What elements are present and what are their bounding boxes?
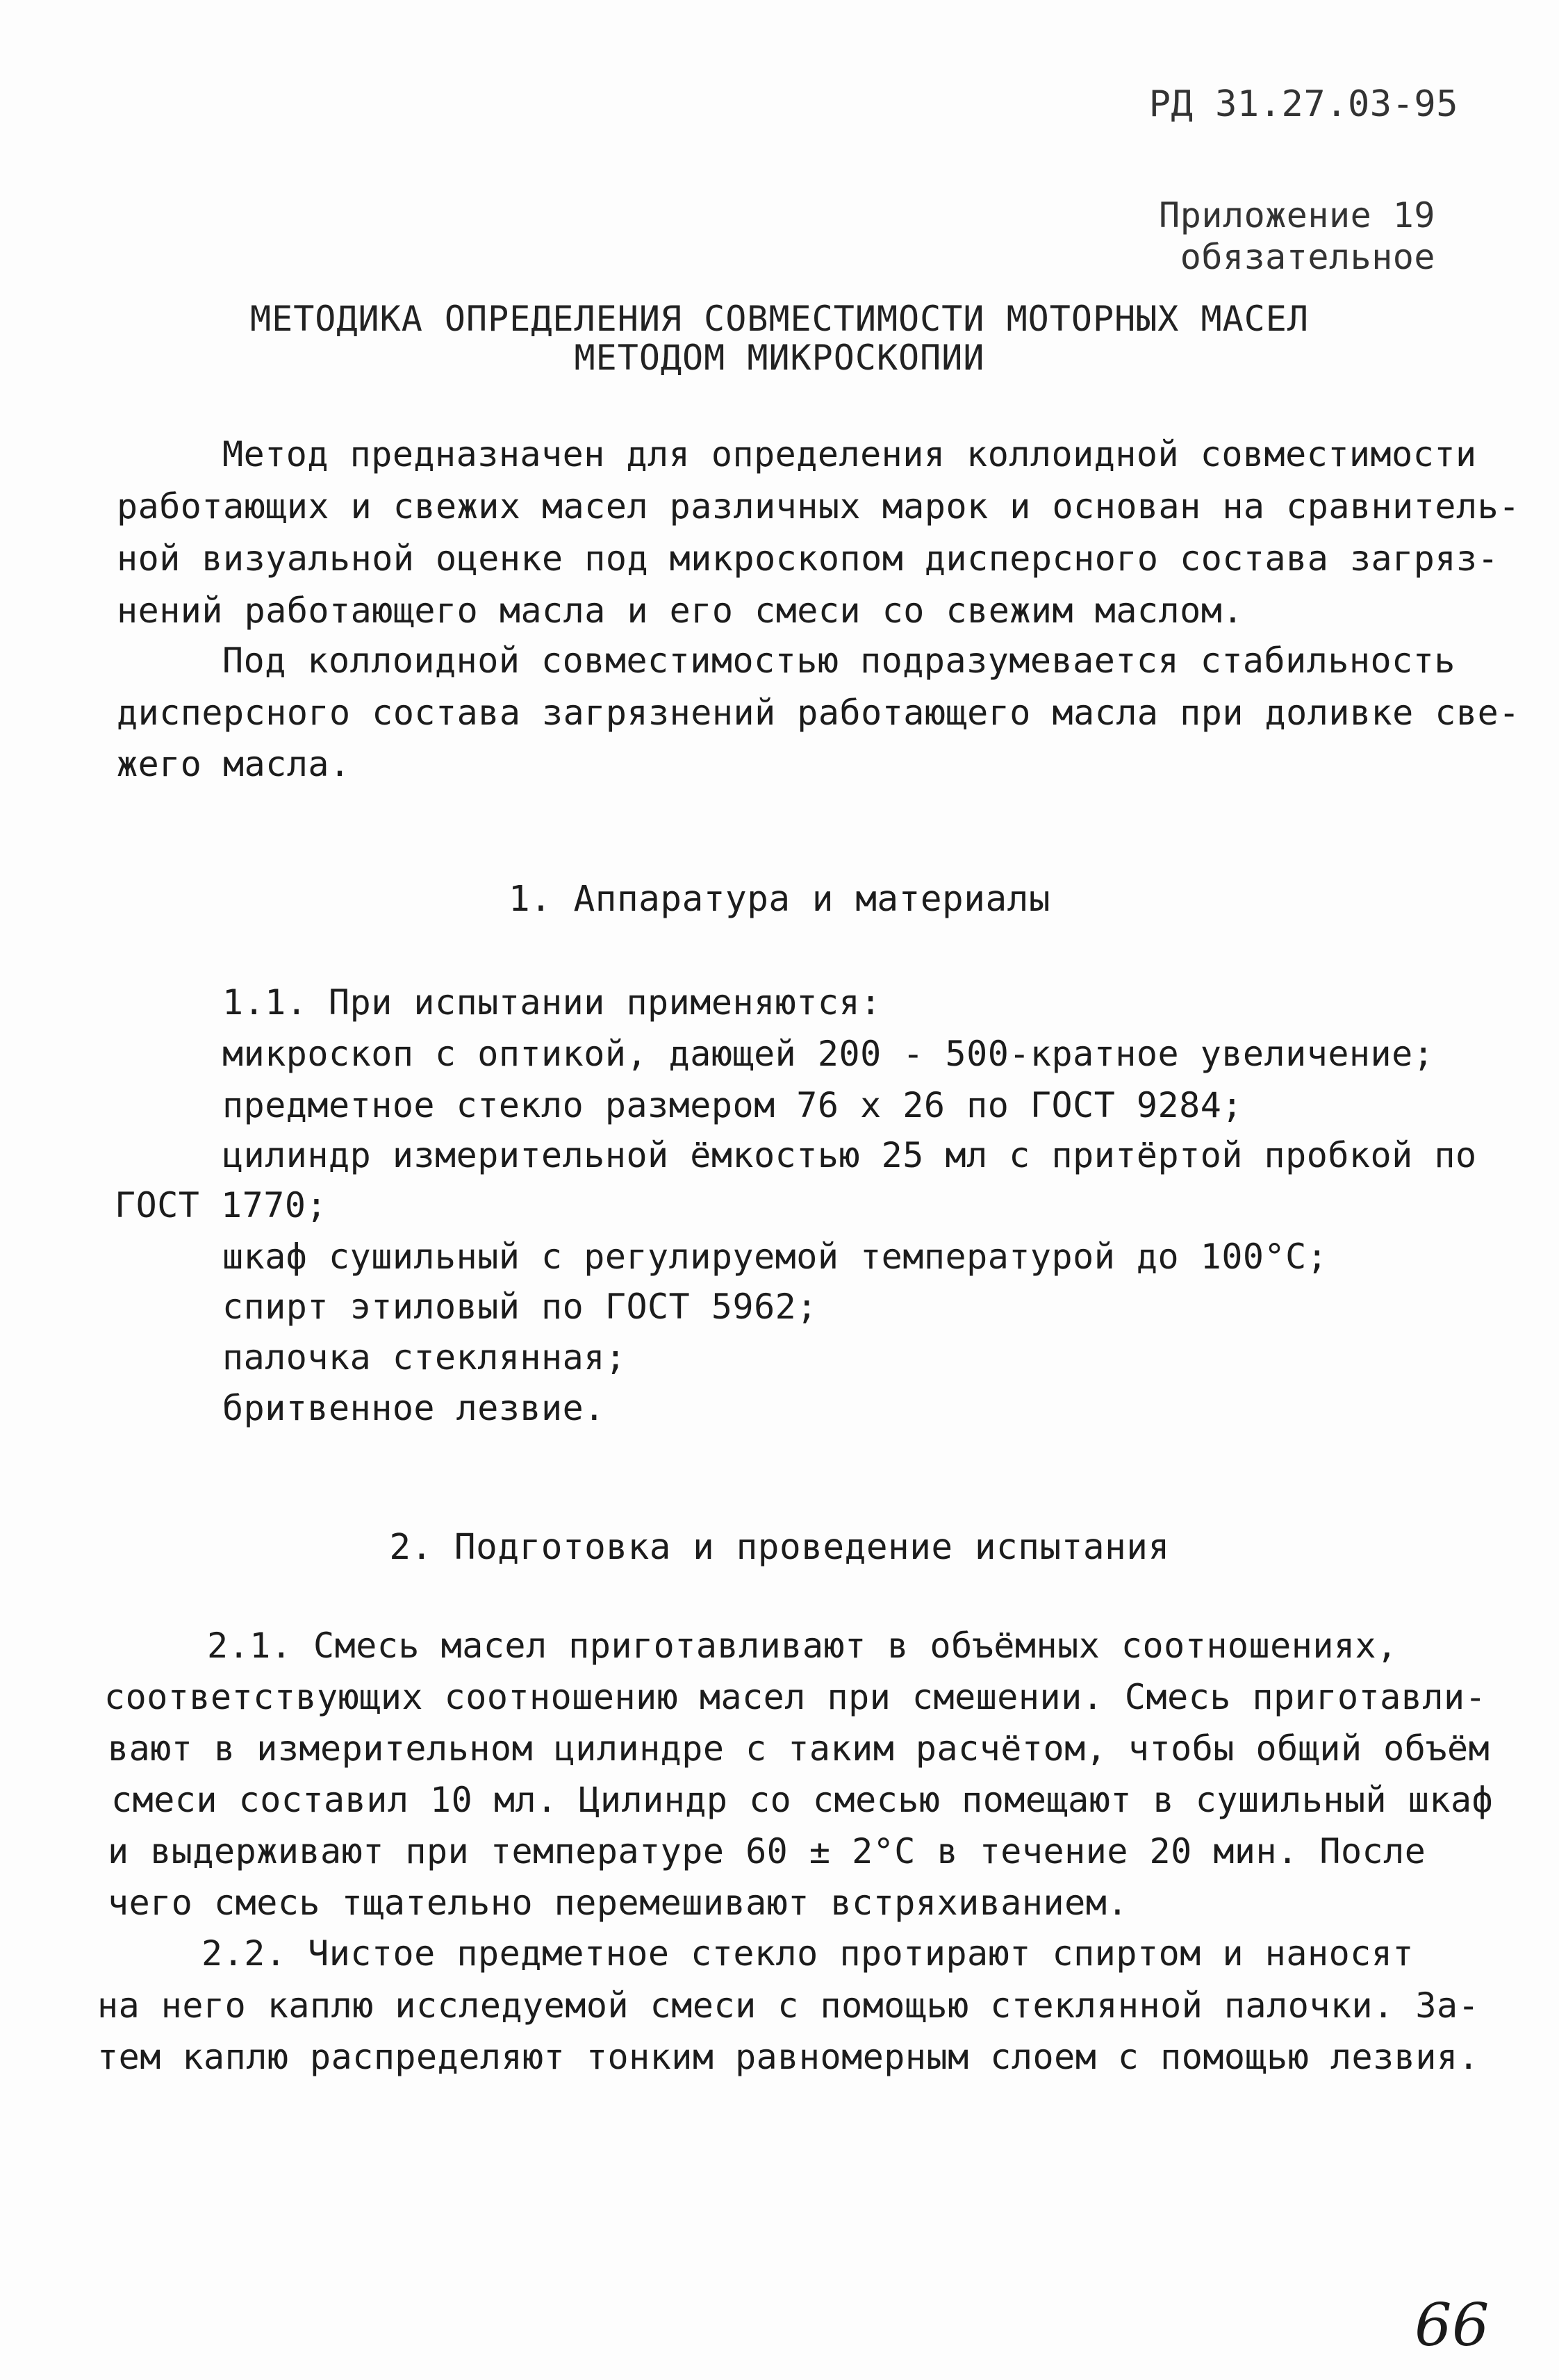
document-title-line-1: МЕТОДИКА ОПРЕДЕЛЕНИЯ СОВМЕСТИМОСТИ МОТОРНЫХ МАСЕЛ xyxy=(249,299,1310,339)
para-2-2-line-1: 2.2. Чистое предметное стекло протирают спиртом и наносят xyxy=(201,1933,1414,1974)
equipment-line-7: палочка стеклянная; xyxy=(222,1337,627,1378)
para-2-1-line-4: смеси составил 10 мл. Цилиндр со смесью помещают в сушильный шкаф xyxy=(111,1780,1494,1820)
page-number: 66 xyxy=(1414,2291,1490,2359)
intro-p2-line-1: Под коллоидной совместимостью подразумевается стабильность xyxy=(222,641,1455,681)
equipment-line-3: цилиндр измерительной ёмкостью 25 мл с притёртой пробкой по xyxy=(222,1135,1477,1175)
equipment-line-8: бритвенное лезвие. xyxy=(222,1388,605,1428)
para-2-1-line-2: соответствующих соотношению масел при смешении. Смесь приготавли- xyxy=(104,1677,1487,1717)
equipment-line-1: микроскоп с оптикой, дающей 200 - 500-кратное увеличение; xyxy=(222,1034,1435,1074)
para-2-1-line-6: чего смесь тщательно перемешивают встряхиванием. xyxy=(108,1883,1128,1923)
equipment-line-2: предметное стекло размером 76 х 26 по ГОСТ 9284; xyxy=(222,1085,1243,1125)
appendix-label xyxy=(1159,195,1435,278)
document-code: РД 31.27.03-95 xyxy=(1148,83,1458,125)
para-2-2-line-3: тем каплю распределяют тонким равномерным слоем с помощью лезвия. xyxy=(97,2037,1480,2077)
intro-p1-line-3: ной визуальной оценке под микроскопом дисперсного состава загряз- xyxy=(117,538,1499,579)
para-2-2-line-2: на него каплю исследуемой смеси с помощью стеклянной палочки. За- xyxy=(97,1985,1480,2026)
section-1-item-1-1: 1.1. При испытании применяются: xyxy=(222,982,882,1023)
appendix-number: Приложение 19 xyxy=(1159,195,1435,235)
appendix-status: обязательное xyxy=(1180,237,1435,277)
equipment-line-6: спирт этиловый по ГОСТ 5962; xyxy=(222,1287,818,1327)
para-2-1-line-5: и выдерживают при температуре 60 ± 2°С в течение 20 мин. После xyxy=(108,1831,1426,1871)
equipment-line-5: шкаф сушильный с регулируемой температурой до 100°С; xyxy=(222,1237,1328,1277)
section-2-heading: 2. Подготовка и проведение испытания xyxy=(389,1527,1170,1568)
intro-p1-line-2: работающих и свежих масел различных марок и основан на сравнитель- xyxy=(117,486,1520,527)
para-2-1-line-1: 2.1. Смесь масел приготавливают в объёмных соотношениях, xyxy=(207,1626,1398,1666)
document-title-line-2: МЕТОДОМ МИКРОСКОПИИ xyxy=(574,338,985,378)
intro-p1-line-1: Метод предназначен для определения коллоидной совместимости xyxy=(222,434,1477,474)
section-1-heading: 1. Аппаратура и материалы xyxy=(508,879,1051,920)
intro-p2-line-3: жего масла. xyxy=(117,744,351,784)
intro-p2-line-2: дисперсного состава загрязнений работающего масла при доливке све- xyxy=(117,693,1520,733)
para-2-1-line-3: вают в измерительном цилиндре с таким расчётом, чтобы общий объём xyxy=(108,1728,1490,1769)
intro-p1-line-4: нений работающего масла и его смеси со свежим маслом. xyxy=(117,590,1244,631)
equipment-line-4: ГОСТ 1770; xyxy=(115,1185,328,1225)
